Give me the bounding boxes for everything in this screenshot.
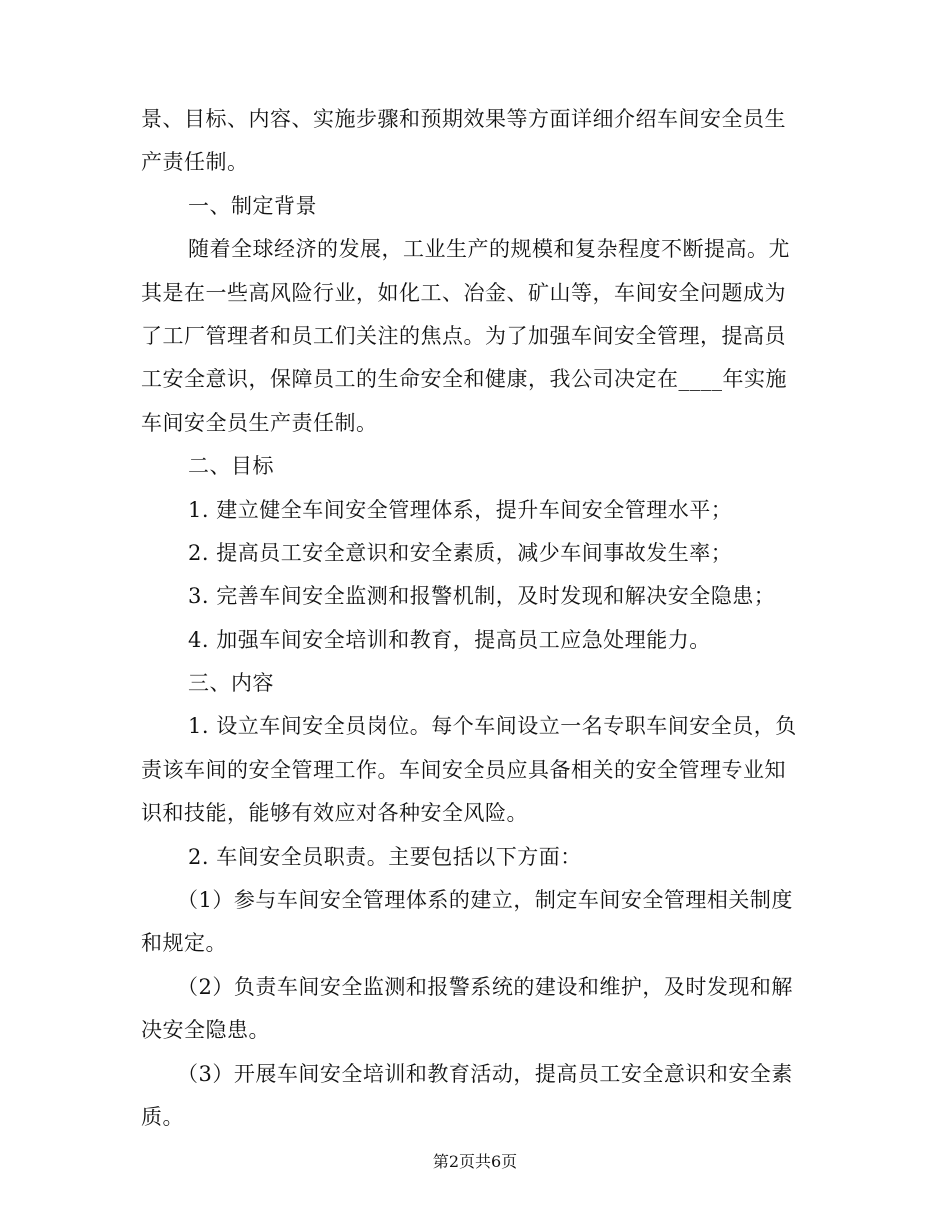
list-item: 4. 加强车间安全培训和教育，提高员工应急处理能力。 — [188, 627, 711, 652]
text-line: 车间安全员生产责任制。 — [141, 410, 378, 435]
text-line: 识和技能，能够有效应对各种安全风险。 — [141, 801, 528, 826]
text-line: 责该车间的安全管理工作。车间安全员应具备相关的安全管理专业知 — [141, 757, 786, 782]
text-line: 工安全意识，保障员工的生命安全和健康，我公司决定在____年实施 — [141, 367, 787, 392]
text-line: 质。 — [141, 1104, 184, 1129]
list-item: 2. 提高员工安全意识和安全素质，减少车间事故发生率； — [188, 540, 733, 565]
sub-list-item: （2）负责车间安全监测和报警系统的建设和维护，及时发现和解 — [177, 974, 793, 999]
text-line: 产责任制。 — [141, 150, 249, 175]
list-item: 2. 车间安全员职责。主要包括以下方面： — [188, 844, 582, 869]
sub-list-item: （3）开展车间安全培训和教育活动，提高员工安全意识和安全素 — [177, 1061, 793, 1086]
list-item: 1. 设立车间安全员岗位。每个车间设立一名专职车间安全员，负 — [188, 714, 797, 739]
text-line: 景、目标、内容、实施步骤和预期效果等方面详细介绍车间安全员生 — [141, 107, 786, 131]
text-line: 了工厂管理者和员工们关注的焦点。为了加强车间安全管理，提高员 — [141, 323, 786, 348]
document-body — [141, 98, 817, 1139]
sub-list-item: （1）参与车间安全管理体系的建立，制定车间安全管理相关制度 — [177, 888, 793, 913]
text-line: 和规定。 — [141, 931, 227, 956]
section-heading: 二、目标 — [188, 454, 274, 479]
text-line: 其是在一些高风险行业，如化工、冶金、矿山等，车间安全问题成为 — [141, 280, 786, 305]
list-item: 3. 完善车间安全监测和报警机制，及时发现和解决安全隐患； — [188, 584, 776, 609]
list-item: 1. 建立健全车间安全管理体系，提升车间安全管理水平； — [188, 497, 733, 522]
page-number: 第2页共6页 — [432, 1152, 518, 1171]
text-line: 随着全球经济的发展，工业生产的规模和复杂程度不断提高。尤 — [188, 237, 790, 262]
section-heading: 一、制定背景 — [188, 193, 317, 218]
section-heading: 三、内容 — [188, 671, 274, 696]
text-line: 决安全隐患。 — [141, 1018, 270, 1043]
